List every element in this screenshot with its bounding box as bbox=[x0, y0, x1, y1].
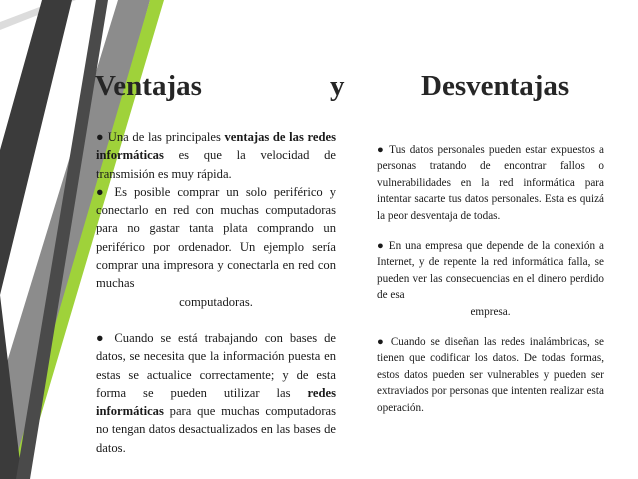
ventajas-item-1: ● Una de las principales ventajas de las redes informáticas es que la velocidad de transmisión es muy rápida. bbox=[96, 130, 336, 181]
title-ventajas: Ventajas bbox=[95, 70, 202, 102]
desventajas-item-1: ● Tus datos personales pueden estar expuestos a personas tratando de encontrar fallos o vulnerabilidades en la red informática para intentar sacarte tus datos personales. Esta es quizá la peor desventaja de todas. bbox=[377, 144, 604, 222]
ventajas-item-2-end: computadoras. bbox=[179, 294, 253, 309]
ventajas-column bbox=[96, 128, 336, 457]
desventajas-item-2: ● En una empresa que depende de la conexión a Internet, y de repente la red informática falla, se pueden ver las consecuencias en el dinero perdido de esa bbox=[377, 240, 604, 302]
title-y: y bbox=[330, 70, 345, 102]
ventajas-item-2: ● Es posible comprar un solo periférico y conectarlo en red con muchas computadoras para no gastar tanta plata comprando un periférico por ordenador. Un ejemplo sería comprar una impresora y conectarla en red con muchas bbox=[96, 184, 336, 291]
slide-title bbox=[95, 70, 605, 110]
desventajas-column bbox=[377, 142, 604, 416]
ventajas-item-3: ● Cuando se está trabajando con bases de datos, se necesita que la información puesta en estas se actualice correctamente; y de esta forma se pueden utilizar las redes informáticas para que muchas computadoras no tengan datos desactualizados en las bases de datos. bbox=[96, 330, 336, 455]
desventajas-item-3: ● Cuando se diseñan las redes inalámbricas, se tienen que codificar los datos. De todas formas, estos datos pueden ser vulnerables y pueden ser extraviados por personas que intenten realizar esta operación. bbox=[377, 336, 604, 414]
desventajas-item-2-end: empresa. bbox=[470, 305, 511, 318]
title-desventajas: Desventajas bbox=[421, 70, 570, 102]
